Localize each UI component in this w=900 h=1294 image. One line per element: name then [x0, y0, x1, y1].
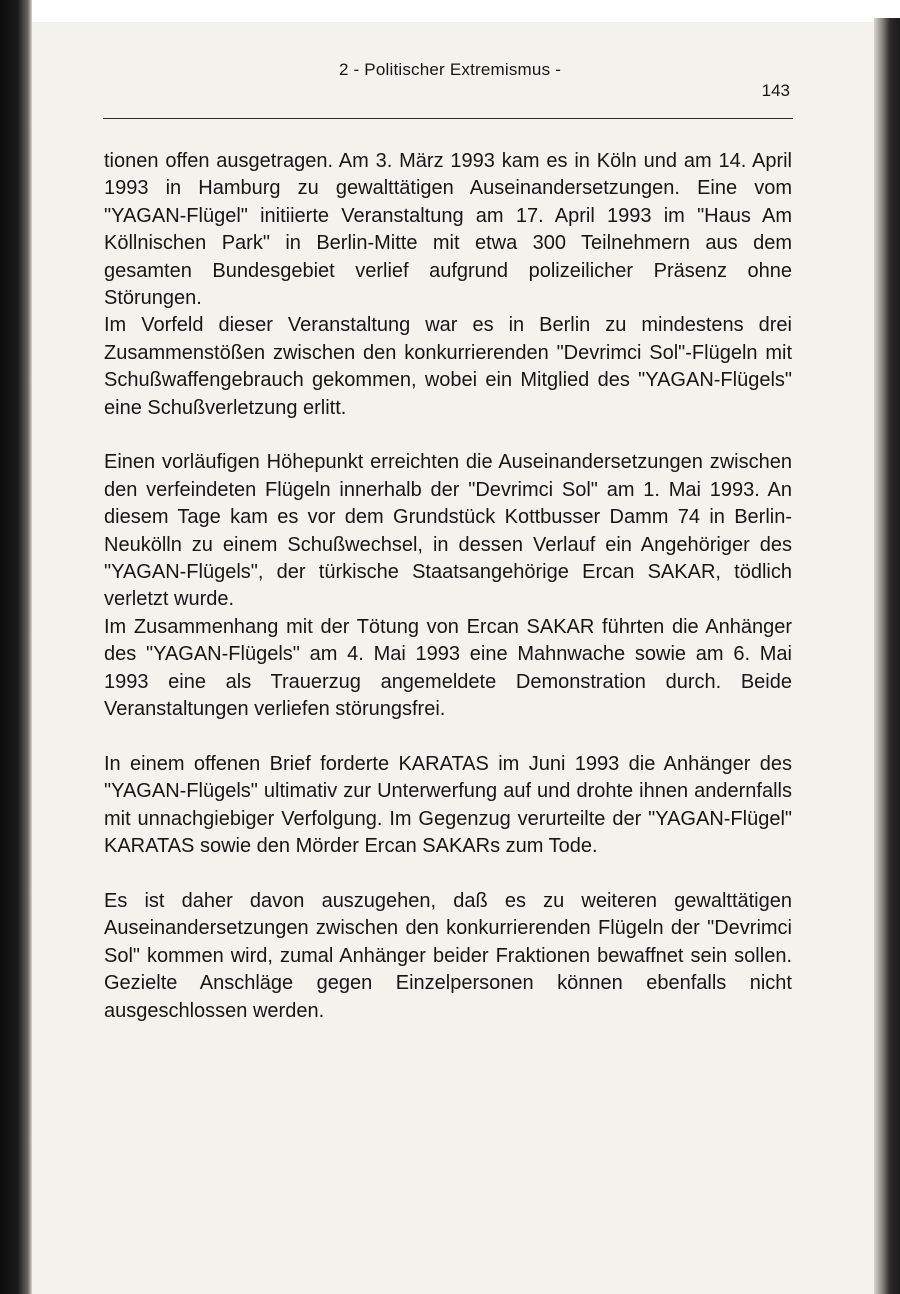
paragraph: Im Vorfeld dieser Veranstaltung war es in Berlin zu mindestens drei Zusammenstößen zwischen den konkurrierenden "Devrimci Sol"-Flügeln mit Schußwaffengebrauch gekommen, wobei ein Mitglied des "YAGAN-Flügels" eine Schußverletzung erlitt.	[104, 314, 792, 419]
paragraph: In einem offenen Brief forderte KARATAS im Juni 1993 die Anhänger des "YAGAN-Flügels" ultimativ zur Unterwerfung auf und drohte ihnen andernfalls mit unnachgiebiger Verfolgung. Im Gegenzug verurteilte der "YAGAN-Flügel" KARATAS sowie den Mörder Ercan SAKARs zum Tode.	[104, 752, 792, 858]
paragraph: tionen offen ausgetragen. Am 3. März 1993 kam es in Köln und am 14. April 1993 in Hamburg zu gewalttätigen Auseinandersetzungen. Eine vom "YAGAN-Flügel" initiierte Veranstaltung am 17. April 1993 im "Haus Am Köllnischen Park" in Berlin-Mitte mit etwa 300 Teilnehmern aus dem gesamten Bundesgebiet verlief aufgrund polizeilicher Präsenz ohne Störungen.	[104, 150, 792, 310]
header-divider	[103, 118, 793, 119]
body-text	[104, 148, 792, 1025]
page-number: 143	[761, 81, 790, 100]
running-header-title: 2 - Politischer Extremismus -	[338, 60, 562, 79]
scan-left-shadow	[0, 0, 32, 1294]
scan-right-shadow	[874, 18, 900, 1294]
scan-top-margin	[0, 0, 900, 22]
paragraph: Einen vorläufigen Höhepunkt erreichten die Auseinandersetzungen zwischen den verfeindeten Flügeln innerhalb der "Devrimci Sol" am 1. Mai 1993. An diesem Tage kam es vor dem Grundstück Kottbusser Damm 74 in Berlin-Neukölln zu einem Schußwechsel, in dessen Verlauf ein Angehöriger des "YAGAN-Flügels", der türkische Staatsangehörige Ercan SAKAR, tödlich verletzt wurde.	[104, 451, 792, 611]
paragraph: Es ist daher davon auszugehen, daß es zu weiteren gewalttätigen Auseinandersetzungen zwischen den konkurrierenden Flügeln der "Devrimci Sol" kommen wird, zumal Anhänger beider Fraktionen bewaffnet sein sollen. Gezielte Anschläge gegen Einzelpersonen können ebenfalls nicht ausgeschlossen werden.	[104, 889, 792, 1022]
paragraph: Im Zusammenhang mit der Tötung von Ercan SAKAR führten die Anhänger des "YAGAN-Flügels" am 4. Mai 1993 eine Mahnwache sowie am 6. Mai 1993 eine als Trauerzug angemeldete Demonstration durch. Beide Veranstaltungen verliefen störungsfrei.	[104, 615, 792, 721]
